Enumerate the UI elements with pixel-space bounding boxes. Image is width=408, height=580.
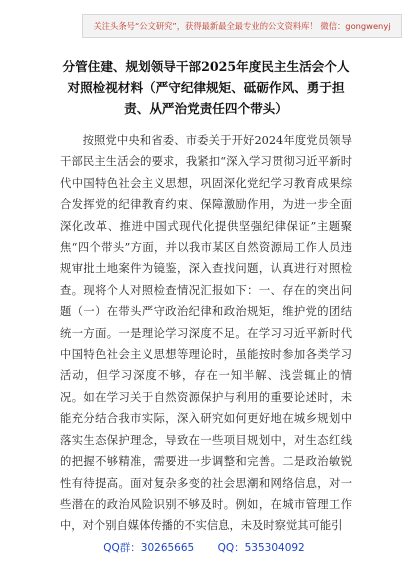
footer-contacts [0, 540, 408, 558]
document-title: 分管住建、规划领导干部2025年度民主生活会个人对照检视材料（严守纪律规矩、砥砺作风、勇于担责、从严治党责任四个带头） [62, 59, 350, 116]
body-paragraph: 按照党中央和省委、市委关于开好2024年度党员领导干部民主生活会的要求，我紧扣“深入学习贯彻习近平新时代中国特色社会主义思想，巩固深化党纪学习教育成果综合发挥党的纪律教育约束、保障激励作用，为进一步全面深化改革、推进中国式现代化提供坚强纪律保证”主题聚焦“四个带头”方面，并以我市某区自然资源局工作人员违规审批土地案件为镜鉴，深入查找问题，认真进行对照检查。现将个人对照检查情况汇报如下：一、存在的突出问题（一）在带头严守政治纪律和政治规矩，维护党的团结统一方面。一是理论学习深度不足。在学习习近平新时代中国特色社会主义思想等理论时，虽能按时参加各类学习活动，但学习深度不够，存在一知半解、浅尝辄止的情况。如在学习关于自然资源保护与利用的重要论述时，未能充分结合我市实际，深入研究如何更好地在城乡规划中落实生态保护理念，导致在一些项目规划中，对生态红线的把握不够精准，需要进一步调整和完善。二是政治敏锐性有待提高。面对复杂多变的社会思潮和网络信息，对一些潜在的政治风险识别不够及时。例如，在城市管理工作中，对个别自媒体传播的不实信息，未及时察觉其可能引 [60, 134, 352, 533]
document-body [60, 130, 352, 537]
header-banner: 关注头条号“公文研究”，获得最新最全最专业的公文资料库！ 微信：gongwenyj [82, 14, 402, 38]
footer-qq-group: QQ群：30265665 [103, 542, 195, 554]
footer-qq: QQ：535304092 [217, 542, 305, 554]
